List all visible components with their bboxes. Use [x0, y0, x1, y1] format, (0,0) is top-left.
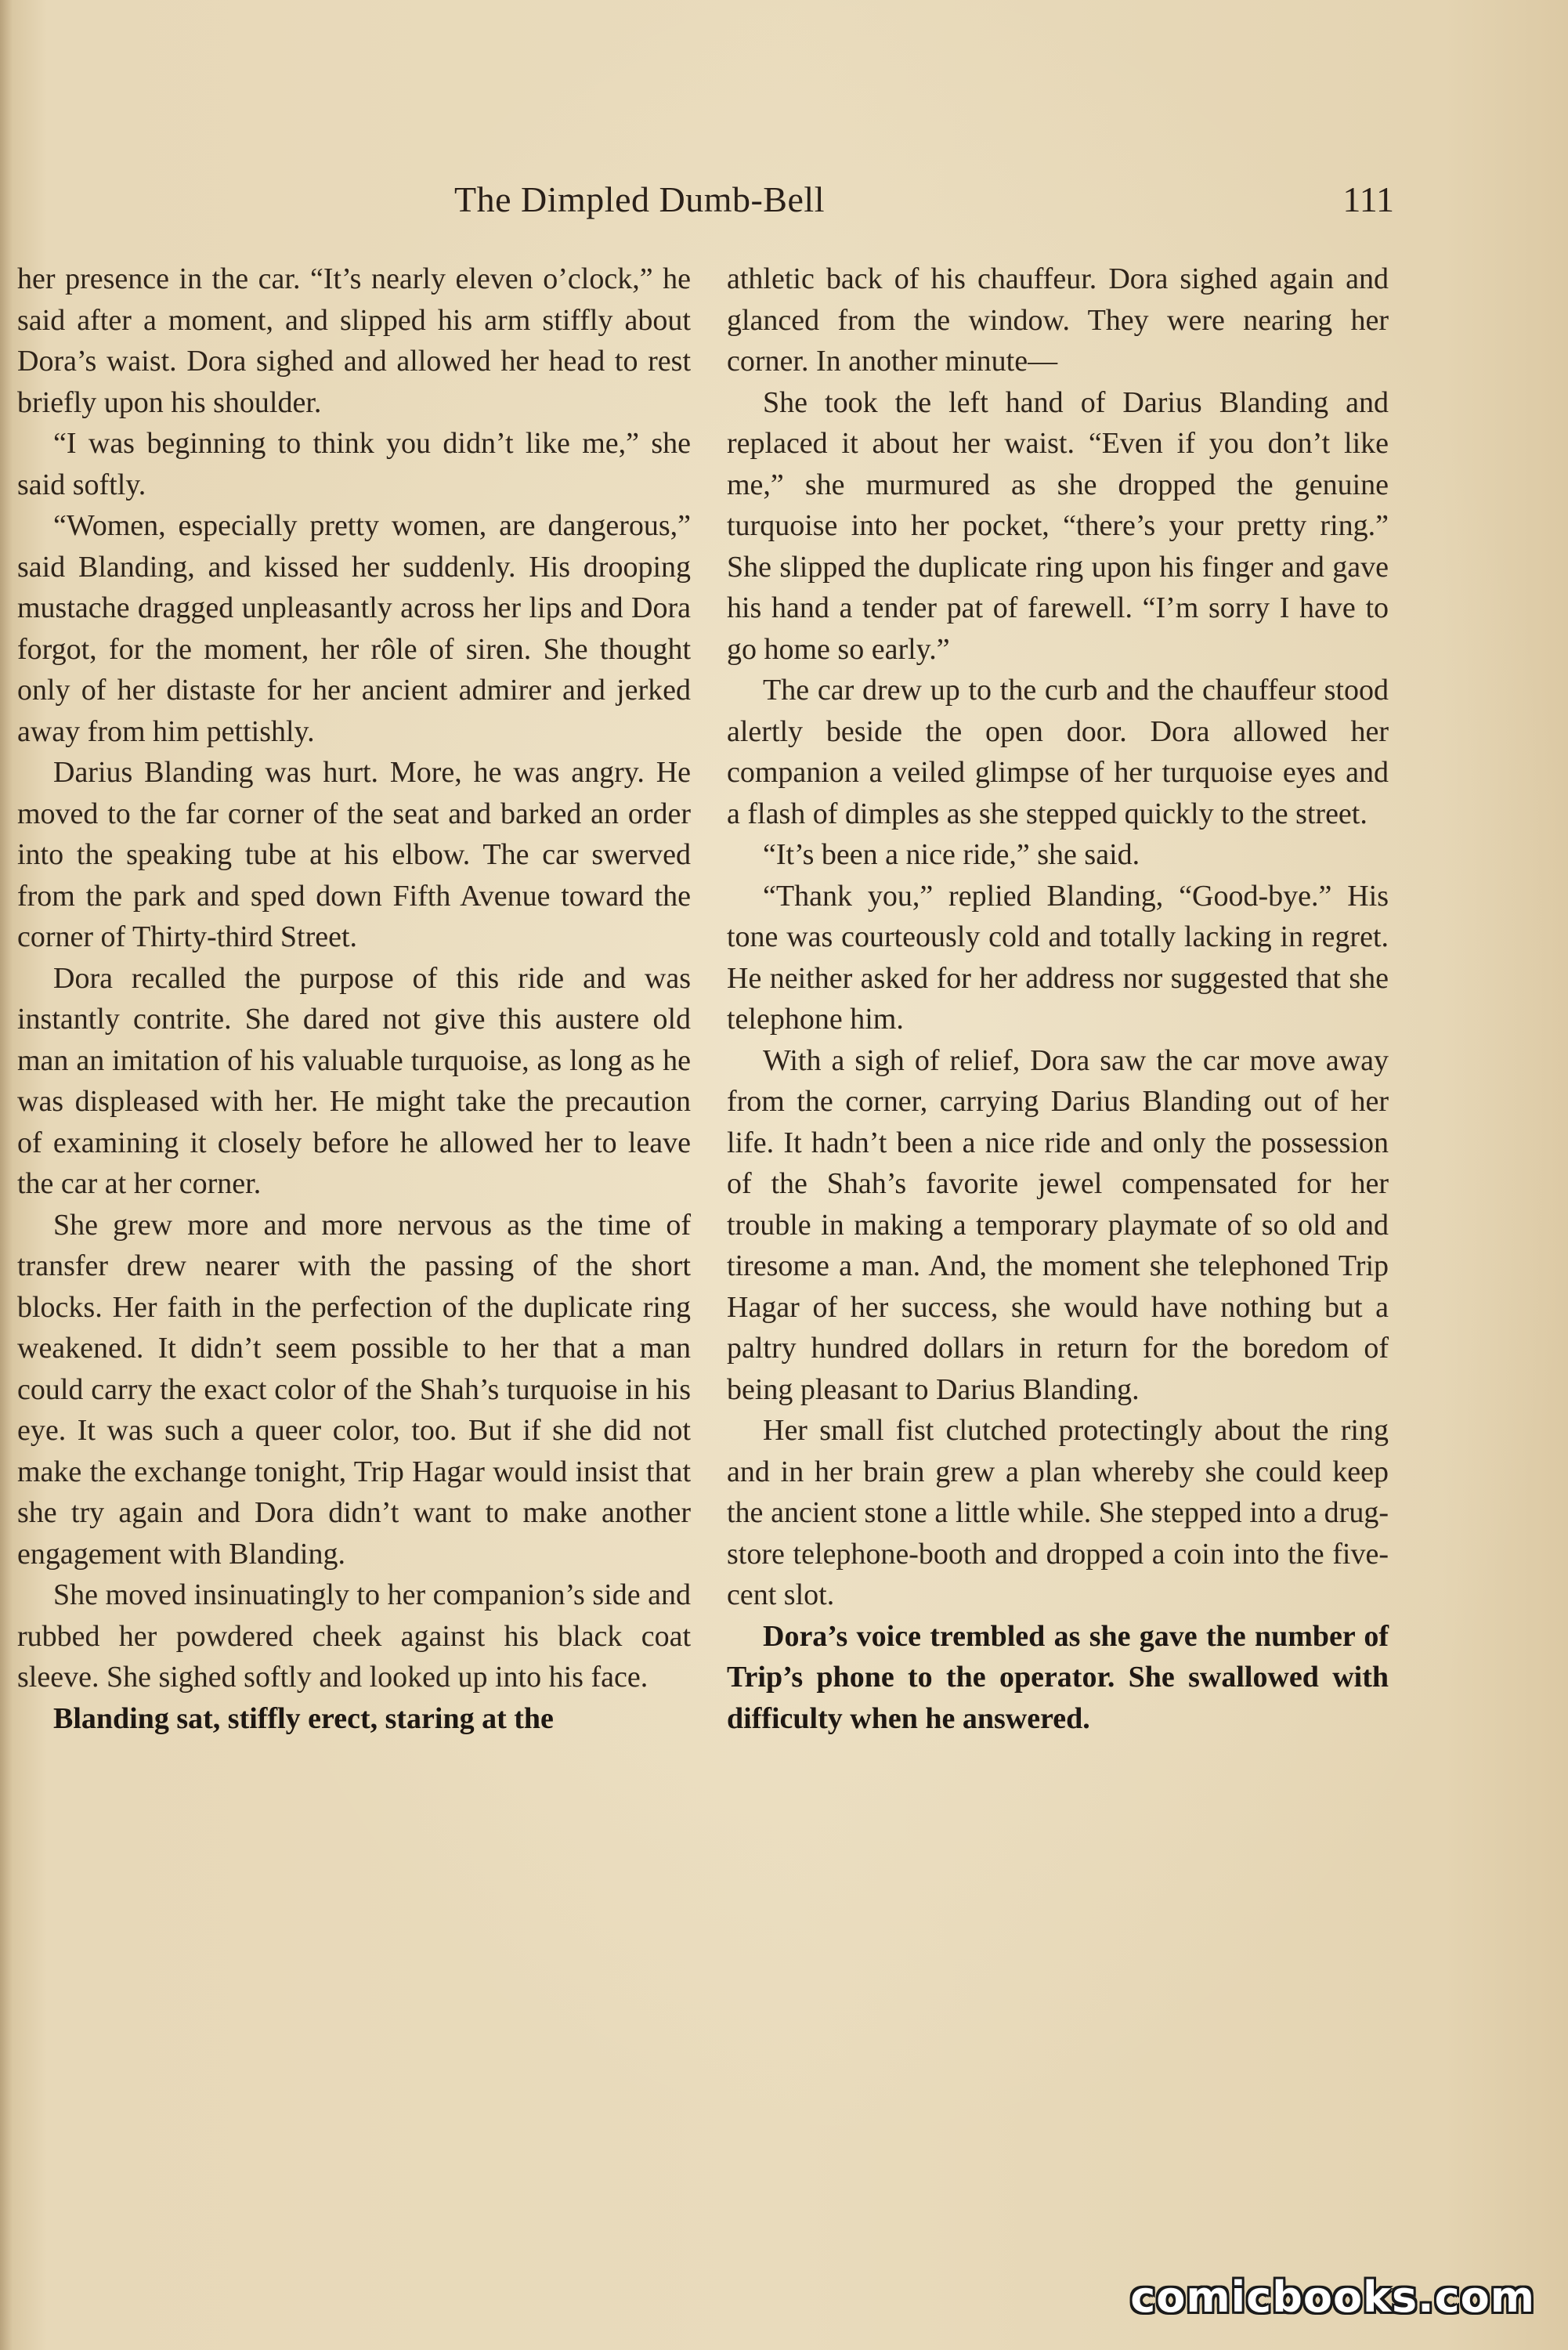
- paragraph: Dora’s voice trembled as she gave the number of Trip’s phone to the operator. She swallowed with difficulty when he answered.: [727, 1619, 1389, 1735]
- running-title: The Dimpled Dumb-Bell: [454, 179, 825, 219]
- right-column: [727, 258, 1389, 1739]
- left-column: [17, 258, 691, 1739]
- page-header: [454, 179, 1394, 226]
- paragraph: “I was beginning to think you didn’t like me,” she said softly.: [17, 427, 691, 501]
- page-number: 111: [1342, 179, 1394, 219]
- paragraph: her presence in the car. “It’s nearly eleven o’clock,” he said after a moment, and slipped his arm stiffly about Dora’s waist. Dora sighed and allowed her head to rest briefly upon his shoulder.: [17, 262, 691, 419]
- paragraph: “Thank you,” replied Blanding, “Good-bye.” His tone was courteously cold and totally lacking in regret. He neither asked for her address nor suggested that she telephone him.: [727, 879, 1389, 1036]
- paragraph: She took the left hand of Darius Blanding and replaced it about her waist. “Even if you don’t like me,” she murmured as she dropped the genuine turquoise into her pocket, “there’s your pretty ring.” She slipped the duplicate ring upon his finger and gave his hand a tender pat of farewell. “I’m sorry I have to go home so early.”: [727, 385, 1389, 666]
- paragraph: With a sigh of relief, Dora saw the car move away from the corner, carrying Darius Blanding out of her life. It hadn’t been a nice ride and only the possession of the Shah’s favorite jewel compensated for her trouble in making a temporary playmate of so old and tiresome a man. And, the moment she telephoned Trip Hagar of her success, she would have nothing but a paltry hundred dollars in return for the boredom of being pleasant to Darius Blanding.: [727, 1043, 1389, 1406]
- site-watermark: comicbooks.com: [1130, 2272, 1535, 2322]
- paragraph: Her small fist clutched protectingly about the ring and in her brain grew a plan whereby she could keep the ancient stone a little while. She stepped into a drug-store telephone-booth and dropped a coin into the five-cent slot.: [727, 1414, 1389, 1611]
- paragraph: Blanding sat, stiffly erect, staring at the: [53, 1701, 554, 1735]
- paragraph: “It’s been a nice ride,” she said.: [763, 838, 1140, 871]
- paragraph: “Women, especially pretty women, are dangerous,” said Blanding, and kissed her suddenly. His drooping mustache dragged unpleasantly across her lips and Dora forgot, for the moment, her rôle of siren. She thought only of her distaste for her ancient admirer and jerked away from him pettishly.: [17, 509, 691, 748]
- paragraph: The car drew up to the curb and the chauffeur stood alertly beside the open door. Dora allowed her companion a veiled glimpse of her turquoise eyes and a flash of dimples as she stepped quickly to the street.: [727, 674, 1389, 830]
- paragraph: She grew more and more nervous as the time of transfer drew nearer with the passing of the short blocks. Her faith in the perfection of the duplicate ring weakened. It didn’t seem possible to her that a man could carry the exact color of the Shah’s turquoise in his eye. It was such a queer color, too. But if she did not make the exchange tonight, Trip Hagar would insist that she try again and Dora didn’t want to make another engagement with Blanding.: [17, 1208, 691, 1571]
- paragraph: athletic back of his chauffeur. Dora sighed again and glanced from the window. They were nearing her corner. In another minute—: [727, 262, 1389, 378]
- paragraph: She moved insinuatingly to her companion’s side and rubbed her powdered cheek against his black coat sleeve. She sighed softly and looked up into his face.: [17, 1578, 691, 1694]
- paragraph: Darius Blanding was hurt. More, he was angry. He moved to the far corner of the seat and barked an order into the speaking tube at his elbow. The car swerved from the park and sped down Fifth Avenue toward the corner of Thirty-third Street.: [17, 756, 691, 953]
- paragraph: Dora recalled the purpose of this ride and was instantly contrite. She dared not give this austere old man an imitation of his valuable turquoise, as long as he was displeased with her. He might take the precaution of examining it closely before he allowed her to leave the car at her corner.: [17, 961, 691, 1200]
